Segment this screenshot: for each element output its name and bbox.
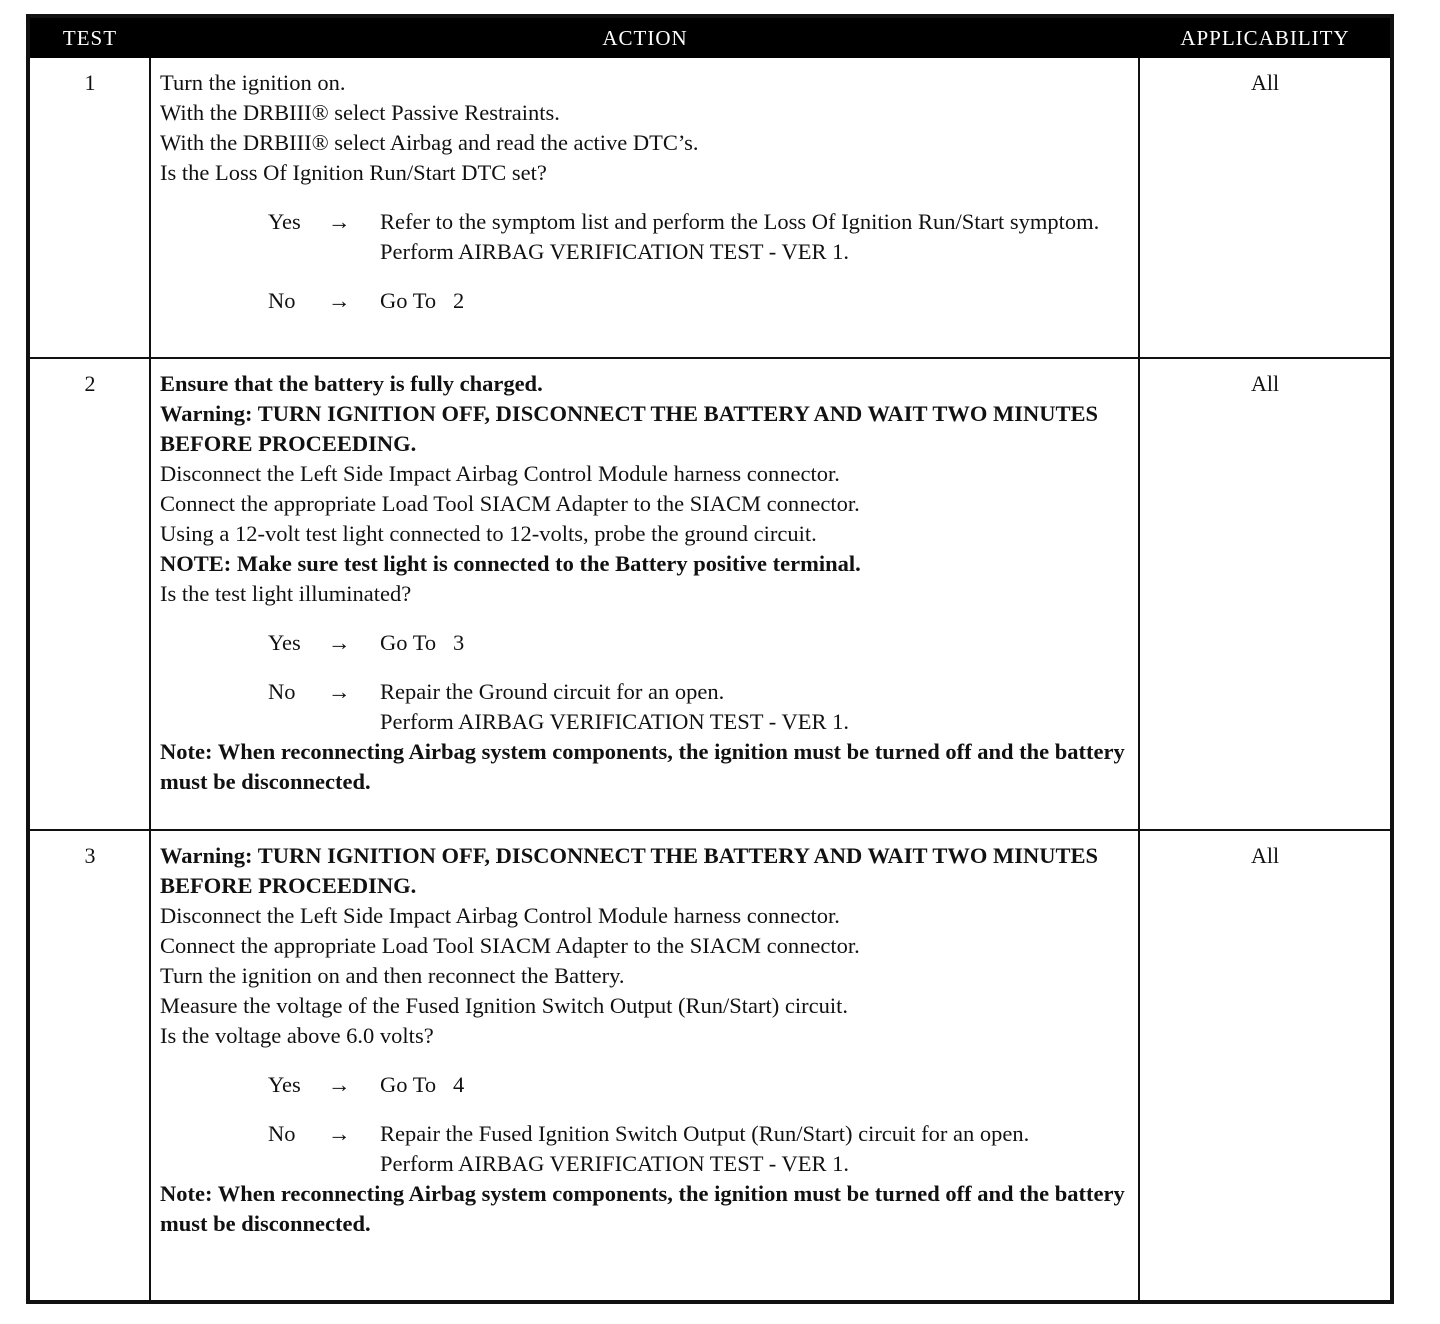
action-step: Connect the appropriate Load Tool SIACM Adapter to the SIACM connector. — [160, 933, 860, 958]
arrow-right-icon: → — [328, 630, 351, 655]
action-cell — [160, 841, 1130, 1239]
diagnostic-test-table — [26, 14, 1394, 1304]
arrow-right-icon: → — [328, 1072, 351, 1097]
yes-label: Yes — [268, 630, 301, 655]
action-step: Disconnect the Left Side Impact Airbag Control Module harness connector. — [160, 903, 840, 928]
no-result-step: Perform AIRBAG VERIFICATION TEST - VER 1. — [380, 1151, 849, 1176]
action-question: Is the voltage above 6.0 volts? — [160, 1023, 434, 1048]
table-header — [30, 18, 1390, 58]
no-result-step: Perform AIRBAG VERIFICATION TEST - VER 1. — [380, 709, 849, 734]
action-step: With the DRBIII® select Passive Restraints. — [160, 100, 560, 125]
yes-branch — [160, 1070, 1130, 1100]
no-branch — [160, 1119, 1130, 1179]
applicability-value: All — [1250, 70, 1280, 95]
action-cell — [160, 68, 1130, 316]
yes-result: Go To 3 — [380, 630, 465, 655]
warning-text: Warning: TURN IGNITION OFF, DISCONNECT THE BATTERY AND WAIT TWO MINUTES BEFORE PROCEEDING. — [160, 843, 1098, 898]
action-cell — [160, 369, 1130, 797]
no-branch — [160, 677, 1130, 737]
action-question: Is the test light illuminated? — [160, 581, 412, 606]
no-result: Repair the Fused Ignition Switch Output (Run/Start) circuit for an open. — [380, 1121, 1030, 1146]
action-question: Is the Loss Of Ignition Run/Start DTC set? — [160, 160, 547, 185]
no-result: Go To 2 — [380, 288, 465, 313]
arrow-right-icon: → — [328, 209, 351, 234]
action-step-bold: Ensure that the battery is fully charged. — [160, 371, 543, 396]
yes-branch — [160, 628, 1130, 658]
yes-label: Yes — [268, 1072, 301, 1097]
action-step: Turn the ignition on. — [160, 70, 346, 95]
action-step: Turn the ignition on and then reconnect the Battery. — [160, 963, 625, 988]
test-number: 3 — [84, 843, 96, 868]
arrow-right-icon: → — [328, 679, 351, 704]
header-test: TEST — [62, 26, 118, 50]
yes-result: Go To 4 — [380, 1072, 465, 1097]
action-step: Connect the appropriate Load Tool SIACM Adapter to the SIACM connector. — [160, 491, 860, 516]
no-result: Repair the Ground circuit for an open. — [380, 679, 725, 704]
no-label: No — [268, 288, 296, 313]
note-text: NOTE: Make sure test light is connected to the Battery positive terminal. — [160, 551, 861, 576]
arrow-right-icon: → — [328, 1121, 351, 1146]
reconnect-note: Note: When reconnecting Airbag system components, the ignition must be turned off and the battery must be disconnected. — [160, 1181, 1125, 1236]
action-step: Measure the voltage of the Fused Ignition Switch Output (Run/Start) circuit. — [160, 993, 848, 1018]
applicability-value: All — [1250, 843, 1280, 868]
reconnect-note: Note: When reconnecting Airbag system components, the ignition must be turned off and the battery must be disconnected. — [160, 739, 1125, 794]
action-step: With the DRBIII® select Airbag and read the active DTC’s. — [160, 130, 699, 155]
applicability-value: All — [1250, 371, 1280, 396]
no-branch — [160, 286, 1130, 316]
yes-branch — [160, 207, 1130, 267]
table-row-test-2 — [30, 359, 1390, 829]
arrow-right-icon: → — [328, 288, 351, 313]
test-number: 1 — [84, 70, 96, 95]
table-row-test-3 — [30, 831, 1390, 1301]
yes-label: Yes — [268, 209, 301, 234]
yes-result-step: Perform AIRBAG VERIFICATION TEST - VER 1. — [380, 239, 849, 264]
test-number: 2 — [84, 371, 96, 396]
header-action: ACTION — [602, 26, 688, 50]
no-label: No — [268, 679, 296, 704]
action-step: Disconnect the Left Side Impact Airbag Control Module harness connector. — [160, 461, 840, 486]
table-row-test-1 — [30, 58, 1390, 358]
yes-result: Refer to the symptom list and perform the Loss Of Ignition Run/Start symptom. — [380, 209, 1100, 234]
action-step: Using a 12-volt test light connected to 12-volts, probe the ground circuit. — [160, 521, 817, 546]
header-applicability: APPLICABILITY — [1180, 26, 1350, 50]
no-label: No — [268, 1121, 296, 1146]
warning-text: Warning: TURN IGNITION OFF, DISCONNECT THE BATTERY AND WAIT TWO MINUTES BEFORE PROCEEDING. — [160, 401, 1098, 456]
